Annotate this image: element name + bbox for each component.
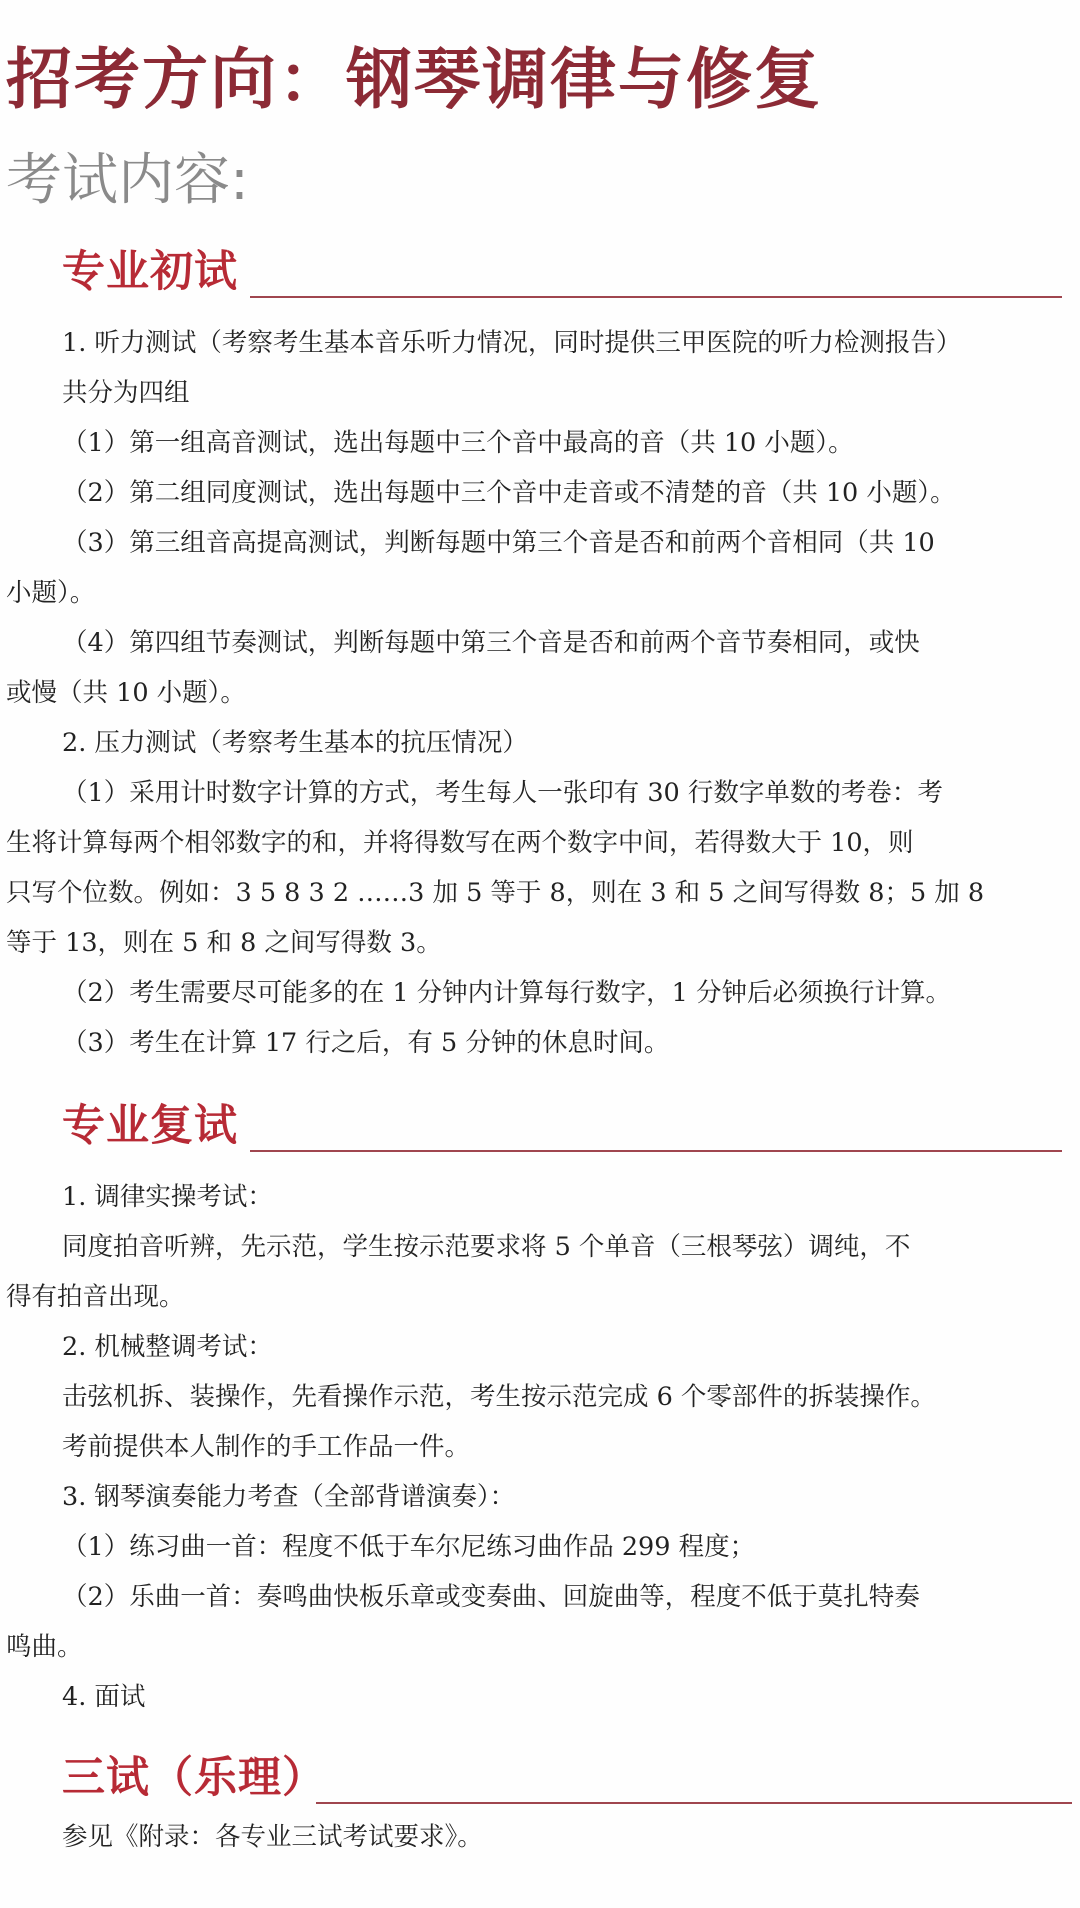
text-line: 3. 钢琴演奏能力考查（全部背谱演奏）： bbox=[62, 1482, 516, 1512]
text-line: 击弦机拆、装操作，先看操作示范，考生按示范完成 6 个零部件的拆装操作。 bbox=[62, 1382, 936, 1412]
text-line: 小题）。 bbox=[6, 578, 96, 608]
page-title: 招考方向：钢琴调律与修复 bbox=[6, 41, 822, 118]
section-body-preliminary bbox=[6, 318, 1070, 1068]
text-line: 只写个位数。例如：3 5 8 3 2 ……3 加 5 等于 8，则在 3 和 5 之间写得数 8；5 加 8 bbox=[6, 878, 985, 908]
text-line: （2）考生需要尽可能多的在 1 分钟内计算每行数字，1 分钟后必须换行计算。 bbox=[62, 978, 951, 1008]
text-line: 同度拍音听辨，先示范，学生按示范要求将 5 个单音（三根琴弦）调纯，不 bbox=[62, 1232, 911, 1262]
section-heading-preliminary bbox=[62, 240, 238, 300]
text-line: （1）练习曲一首：程度不低于车尔尼练习曲作品 299 程度； bbox=[62, 1532, 756, 1562]
text-line: （3）第三组音高提高测试，判断每题中第三个音是否和前两个音相同（共 10 bbox=[62, 528, 935, 558]
section-heading-secondary bbox=[62, 1094, 238, 1154]
text-line: 参见《附录：各专业三试考试要求》。 bbox=[62, 1822, 483, 1852]
text-line: 等于 13，则在 5 和 8 之间写得数 3。 bbox=[6, 928, 442, 958]
section-title: 三试（乐理） bbox=[62, 1753, 326, 1803]
section-divider bbox=[250, 296, 1062, 298]
section-title: 专业初试 bbox=[62, 247, 238, 297]
text-line: 2. 压力测试（考察考生基本的抗压情况） bbox=[62, 728, 528, 758]
page-subtitle: 考试内容: bbox=[6, 148, 249, 213]
text-line: 4. 面试 bbox=[62, 1682, 146, 1712]
section-body-third bbox=[6, 1812, 1070, 1862]
section-divider bbox=[250, 1150, 1062, 1152]
text-line: 1. 听力测试（考察考生基本音乐听力情况，同时提供三甲医院的听力检测报告） bbox=[62, 328, 962, 358]
text-line: 2. 机械整调考试： bbox=[62, 1332, 273, 1362]
text-line: （1）采用计时数字计算的方式，考生每人一张印有 30 行数字单数的考卷：考 bbox=[62, 778, 943, 808]
section-heading-third bbox=[62, 1746, 326, 1806]
section-divider bbox=[316, 1802, 1072, 1804]
text-line: 1. 调律实操考试： bbox=[62, 1182, 273, 1212]
text-line: （2）乐曲一首：奏鸣曲快板乐章或变奏曲、回旋曲等，程度不低于莫扎特奏 bbox=[62, 1582, 920, 1612]
text-line: 生将计算每两个相邻数字的和，并将得数写在两个数字中间，若得数大于 10，则 bbox=[6, 828, 914, 858]
text-line: （4）第四组节奏测试，判断每题中第三个音是否和前两个音节奏相同，或快 bbox=[62, 628, 920, 658]
text-line: （3）考生在计算 17 行之后，有 5 分钟的休息时间。 bbox=[62, 1028, 670, 1058]
text-line: 鸣曲。 bbox=[6, 1632, 83, 1662]
text-line: （1）第一组高音测试，选出每题中三个音中最高的音（共 10 小题）。 bbox=[62, 428, 854, 458]
section-body-secondary bbox=[6, 1172, 1070, 1722]
text-line: （2）第二组同度测试，选出每题中三个音中走音或不清楚的音（共 10 小题）。 bbox=[62, 478, 956, 508]
text-line: 或慢（共 10 小题）。 bbox=[6, 678, 246, 708]
text-line: 得有拍音出现。 bbox=[6, 1282, 185, 1312]
text-line: 考前提供本人制作的手工作品一件。 bbox=[62, 1432, 471, 1462]
section-title: 专业复试 bbox=[62, 1101, 238, 1151]
text-line: 共分为四组 bbox=[62, 378, 190, 408]
